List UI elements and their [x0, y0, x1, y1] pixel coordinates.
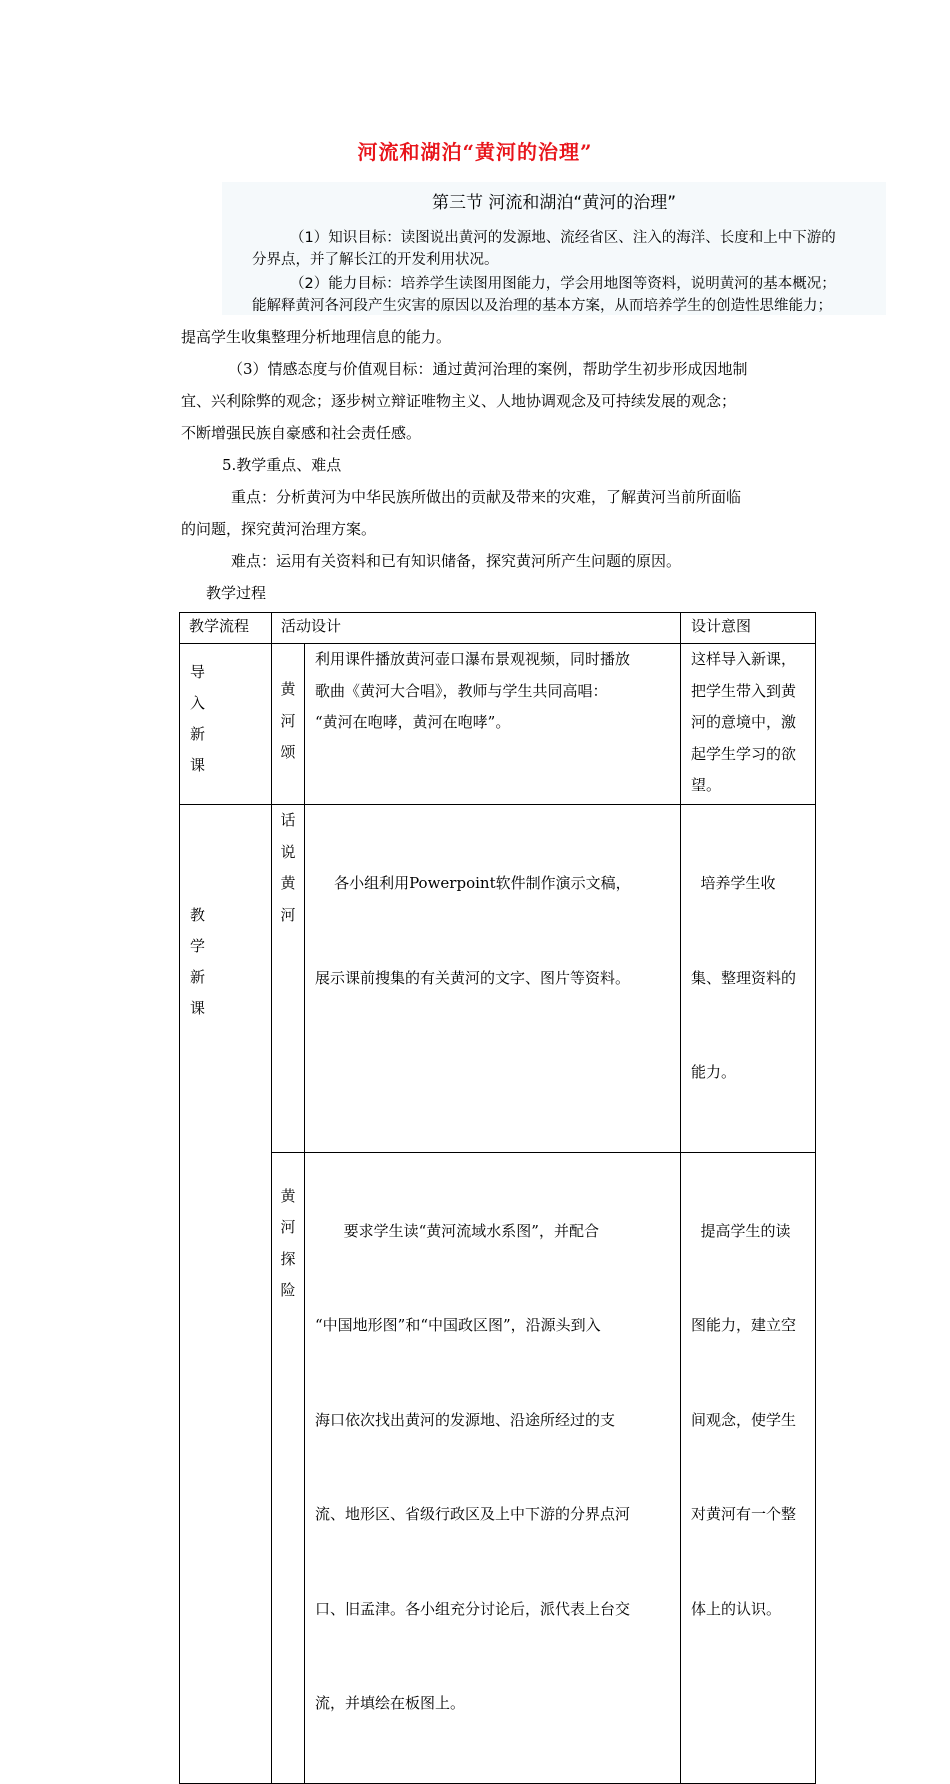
activity-name-cell: 黄 河 颂	[272, 644, 305, 805]
paragraph: 的问题，探究黄河治理方案。	[181, 520, 377, 538]
design-intent-cell: 提高学生的读 图能力，建立空 间观念，使学生 对黄河有一个整 体上的认识。	[681, 1152, 816, 1783]
paragraph: 提高学生收集整理分析地理信息的能力。	[181, 328, 452, 346]
table-header-row	[180, 613, 816, 644]
stage-cell: 教 学 新 课	[180, 805, 272, 1784]
section-heading: 5.教学重点、难点	[222, 456, 342, 474]
scanned-line: （2）能力目标：培养学生读图用图能力，学会用地图等资料，说明黄河的基本概况；	[290, 276, 836, 292]
table-row	[180, 805, 816, 1153]
scanned-line: （1）知识目标：读图说出黄河的发源地、流经省区、注入的海洋、长度和上中下游的	[290, 230, 836, 246]
activity-design-cell: 要求学生读“黄河流域水系图”，并配合 “中国地形图”和“中国政区图”，沿源头到入 海口依次找出黄河的发源地、沿途所经过的支 流、地形区、省级行政区及上中下游的分界点河 口、旧孟津。各小组充分讨论后，派代表上台交 流，并填绘在板图上。	[305, 1152, 681, 1783]
header-cell: 设计意图	[681, 613, 816, 644]
paragraph: 难点：运用有关资料和已有知识储备，探究黄河所产生问题的原因。	[231, 552, 682, 570]
scanned-line: 能解释黄河各河段产生灾害的原因以及治理的基本方案，从而培养学生的创造性思维能力；	[252, 298, 832, 314]
header-cell: 活动设计	[272, 613, 681, 644]
design-intent-cell: 这样导入新课， 把学生带入到黄 河的意境中，激 起学生学习的欲 望。	[681, 644, 816, 805]
table-row	[180, 644, 816, 805]
design-intent-cell: 培养学生收 集、整理资料的 能力。	[681, 805, 816, 1153]
activity-design-cell: 利用课件播放黄河壶口瀑布景观视频，同时播放 歌曲《黄河大合唱》，教师与学生共同高唱： “黄河在咆哮，黄河在咆哮”。	[305, 644, 681, 805]
section-heading: 教学过程	[206, 584, 267, 602]
scanned-line: 分界点，并了解长江的开发利用状况。	[252, 252, 499, 268]
table-row	[180, 1152, 816, 1783]
teaching-process-table	[179, 612, 816, 1784]
header-cell: 教学流程	[180, 613, 272, 644]
activity-name-cell: 话 说 黄 河	[272, 805, 305, 1153]
paragraph: 重点：分析黄河为中华民族所做出的贡献及带来的灾难，了解黄河当前所面临	[231, 488, 742, 506]
document-title: 河流和湖泊“黄河的治理”	[357, 140, 593, 164]
paragraph: 宜、兴利除弊的观念；逐步树立辩证唯物主义、人地协调观念及可持续发展的观念；	[181, 392, 737, 410]
paragraph: 不断增强民族自豪感和社会责任感。	[181, 424, 422, 442]
stage-cell: 导 入 新 课	[180, 644, 272, 805]
scanned-section-title: 第三节 河流和湖泊“黄河的治理”	[431, 193, 677, 213]
paragraph: （3）情感态度与价值观目标：通过黄河治理的案例，帮助学生初步形成因地制	[228, 360, 748, 378]
activity-name-cell: 黄 河 探 险	[272, 1152, 305, 1783]
scanned-objectives-image	[222, 182, 886, 315]
activity-design-cell: 各小组利用Powerpoint软件制作演示文稿， 展示课前搜集的有关黄河的文字、图片等资料。	[305, 805, 681, 1153]
